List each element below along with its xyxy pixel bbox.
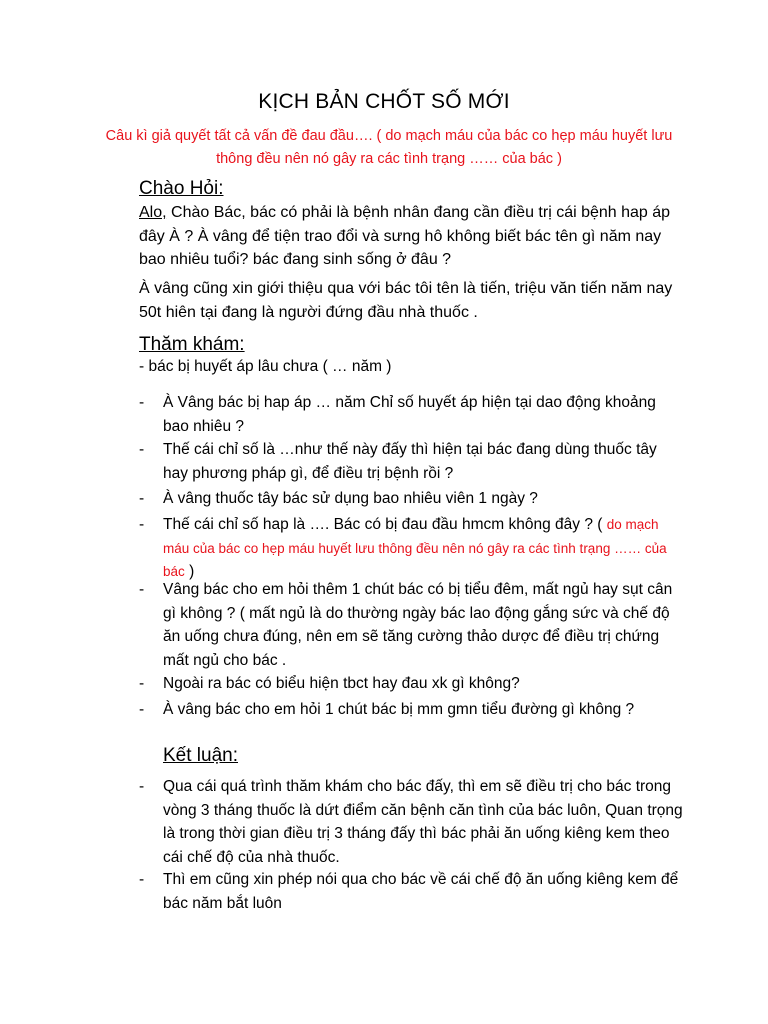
- bullet-dash: -: [139, 490, 145, 507]
- greeting-paragraph-2: À vâng cũng xin giới thiệu qua với bác tôi tên là tiến, triệu văn tiến năm nay 50t hiên tại đang là người đứng đầu nhà thuốc .: [139, 280, 673, 321]
- bullet-dash: -: [139, 675, 145, 692]
- bullet-dash: -: [139, 394, 145, 411]
- greeting-heading: Chào Hỏi:: [139, 178, 224, 199]
- bullet-dash: -: [139, 701, 145, 718]
- bullet-dash: -: [139, 778, 145, 795]
- red-note: do mạch máu của bác co hẹp máu huyết lưu thông đều nên nó gây ra các tình trạng …… của bác: [163, 517, 667, 579]
- exam-intro: - bác bị huyết áp lâu chưa ( … năm ): [139, 358, 392, 375]
- alo-word: Alo,: [139, 204, 167, 221]
- exam-heading: Thăm khám:: [139, 334, 245, 355]
- bullet-dash: -: [139, 516, 145, 533]
- document-title: KỊCH BẢN CHỐT SỐ MỚI: [258, 90, 510, 113]
- greeting-paragraph-1-text: Chào Bác, bác có phải là bệnh nhân đang cần điều trị cái bệnh hap áp đây À ? À vâng để tiện trao đổi và sưng hô không biết bác tên gì năm nay bao nhiêu tuổi? bác đang sinh sống ở đâu ?: [139, 204, 671, 268]
- bullet-dash: -: [139, 441, 145, 458]
- document-page: KỊCH BẢN CHỐT SỐ MỚI Câu kì giả quyết tất cả vấn đề đau đầu…. ( do mạch máu của bác co hẹp máu huyết lưu thông đều nên nó gây ra các tình trạng …… của bác ) Chào Hỏi: Alo, Chào Bác, bác có phải là bệnh nhân đang cần điều trị cái bệnh hap áp đây À ? À vâng để tiện trao đổi và sưng hô không biết bác tên gì năm nay bao nhiêu tuổi? bác đang sinh sống ở đâu ? À vâng cũng xin giới thiệu qua với bác tôi tên là tiến, triệu văn tiến năm nay 50t hiên tại đang là người đứng đầu nhà thuốc . Thăm khám: - bác bị huyết áp lâu chưa ( … năm ) - À Vâng bác bị hap áp … năm Chỉ số huyết áp hiện tại dao động khoảng bao nhiêu ? - Thế cái chỉ số là …như thế này đấy thì hiện tại bác đang dùng thuốc tây hay phương pháp gì, để điều trị bệnh rồi ? - À vâng thuốc tây bác sử dụng bao nhiêu viên 1 ngày ? - Thế cái chỉ số hap là …. Bác có bị đau đầu hmcm không đây ? ( do mạch máu của bác co hẹp máu huyết lưu thông đều nên nó gây ra các tình trạng …… của bác ) - Vâng bác cho em hỏi thêm 1 chút bác có bị tiểu đêm, mất ngủ hay sụt cân gì không ? ( mất ngủ là do thường ngày bác lao động gắng sức và chế độ ăn uống chưa đúng, nên em sẽ tăng cường thảo dược để điều trị chứng mất ngủ cho bác . - Ngoài ra bác có biểu hiện tbct hay đau xk gì không? - À vâng bác cho em hỏi 1 chút bác bị mm gmn tiểu đường gì không ? Kết luận: - Qua cái quá trình thăm khám cho bác đấy, thì em sẽ điều trị cho bác trong vòng 3 tháng thuốc là dứt điểm căn bệnh căn tình của bác luôn, Quan trọng là trong thời gian điều trị 3 tháng đấy thì bác phải ăn uống kiêng kem theo cái chế độ của nhà thuốc. - Thì em cũng xin phép nói qua cho bác về cái chế độ ăn uống kiêng kem để bác năm bắt luôn: [0, 0, 768, 1024]
- greeting-paragraph-1: [139, 201, 684, 272]
- bullet-dash: -: [139, 581, 145, 598]
- bullet-dash: -: [139, 871, 145, 888]
- conclusion-heading: Kết luận:: [163, 745, 238, 766]
- subtitle-note: Câu kì giả quyết tất cả vấn đề đau đầu…. ( do mạch máu của bác co hẹp máu huyết lưu thông đều nên nó gây ra các tình trạng …… của bác ): [105, 128, 673, 167]
